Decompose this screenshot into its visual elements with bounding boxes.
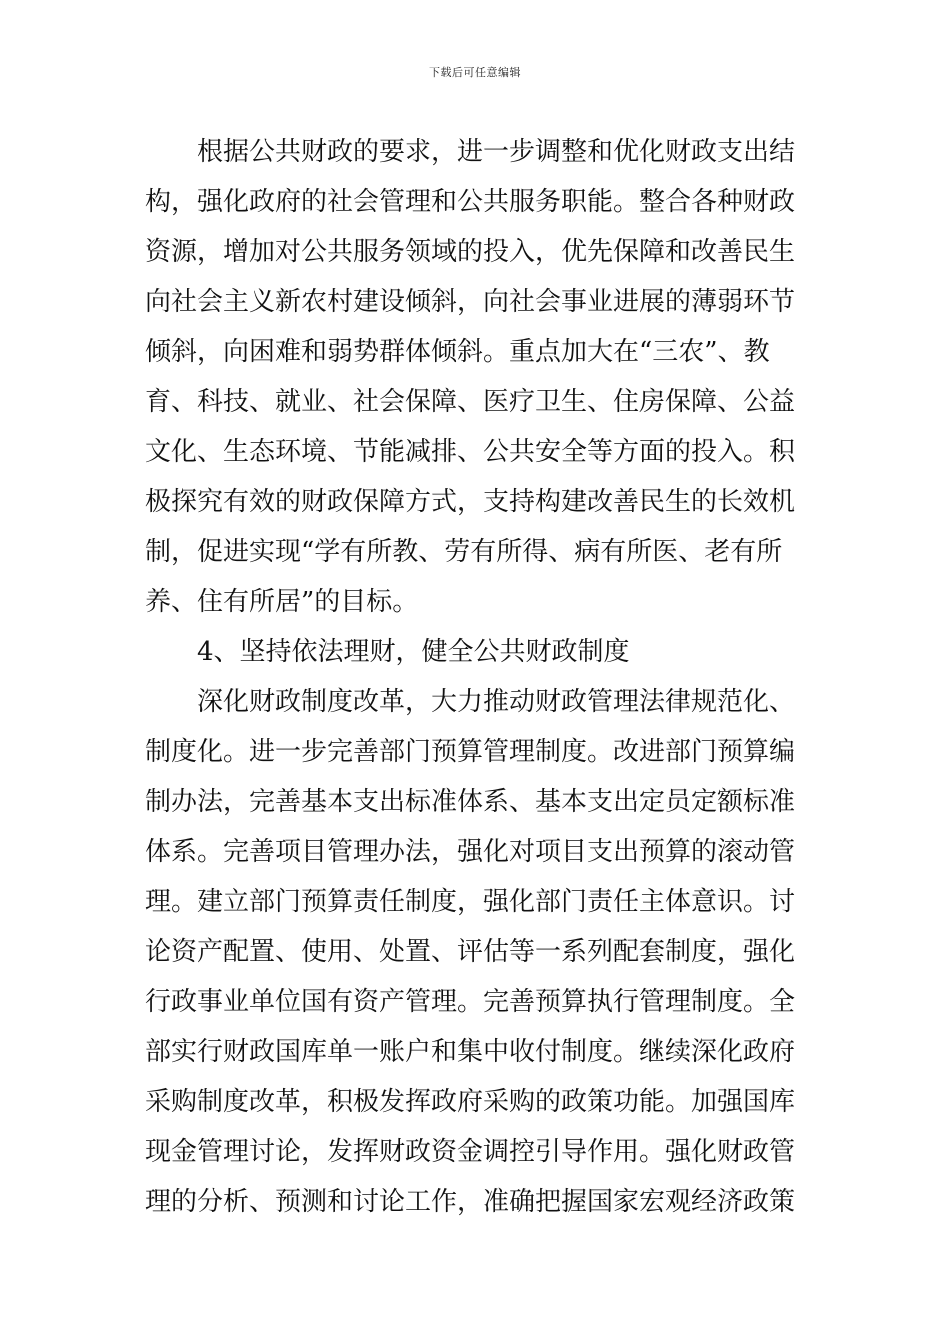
text-line: 行政事业单位国有资产管理。完善预算执行管理制度。全	[145, 987, 796, 1017]
paragraph-2	[145, 677, 809, 1227]
text-line: 深化财政制度改革，大力推动财政管理法律规范化、	[197, 687, 796, 717]
text-line: 现金管理讨论，发挥财政资金调控引导作用。强化财政管	[145, 1137, 796, 1167]
text-line: 向社会主义新农村建设倾斜，向社会事业进展的薄弱环节	[145, 287, 796, 317]
text-line: 论资产配置、使用、处置、评估等一系列配套制度，强化	[145, 937, 796, 967]
text-line: 倾斜，向困难和弱势群体倾斜。重点加大在“三农”、教	[145, 337, 770, 367]
text-line: 构，强化政府的社会管理和公共服务职能。整合各种财政	[145, 187, 796, 217]
paragraph-1	[145, 127, 809, 627]
text-line: 体系。完善项目管理办法，强化对项目支出预算的滚动管	[145, 837, 796, 867]
text-line: 理。建立部门预算责任制度，强化部门责任主体意识。讨	[145, 887, 796, 917]
text-line: 制度化。进一步完善部门预算管理制度。改进部门预算编	[145, 737, 796, 767]
page-header: 下载后可任意编辑	[429, 66, 521, 79]
text-line: 文化、生态环境、节能减排、公共安全等方面的投入。积	[145, 437, 796, 467]
section-heading: 4、坚持依法理财，健全公共财政制度	[197, 637, 630, 667]
body-text	[145, 127, 809, 1227]
text-line: 制办法，完善基本支出标准体系、基本支出定员定额标准	[145, 787, 796, 817]
text-line: 采购制度改革，积极发挥政府采购的政策功能。加强国库	[145, 1087, 796, 1117]
text-line: 理的分析、预测和讨论工作，准确把握国家宏观经济政策	[145, 1187, 796, 1217]
text-line: 极探究有效的财政保障方式，支持构建改善民生的长效机	[145, 487, 796, 517]
text-line: 育、科技、就业、社会保障、医疗卫生、住房保障、公益	[145, 387, 796, 417]
text-line: 制，促进实现“学有所教、劳有所得、病有所医、老有所	[145, 537, 783, 567]
text-line: 根据公共财政的要求，进一步调整和优化财政支出结	[197, 137, 796, 167]
text-line: 养、住有所居”的目标。	[145, 587, 419, 617]
text-line: 部实行财政国库单一账户和集中收付制度。继续深化政府	[145, 1037, 796, 1067]
text-line: 资源，增加对公共服务领域的投入，优先保障和改善民生	[145, 237, 796, 267]
